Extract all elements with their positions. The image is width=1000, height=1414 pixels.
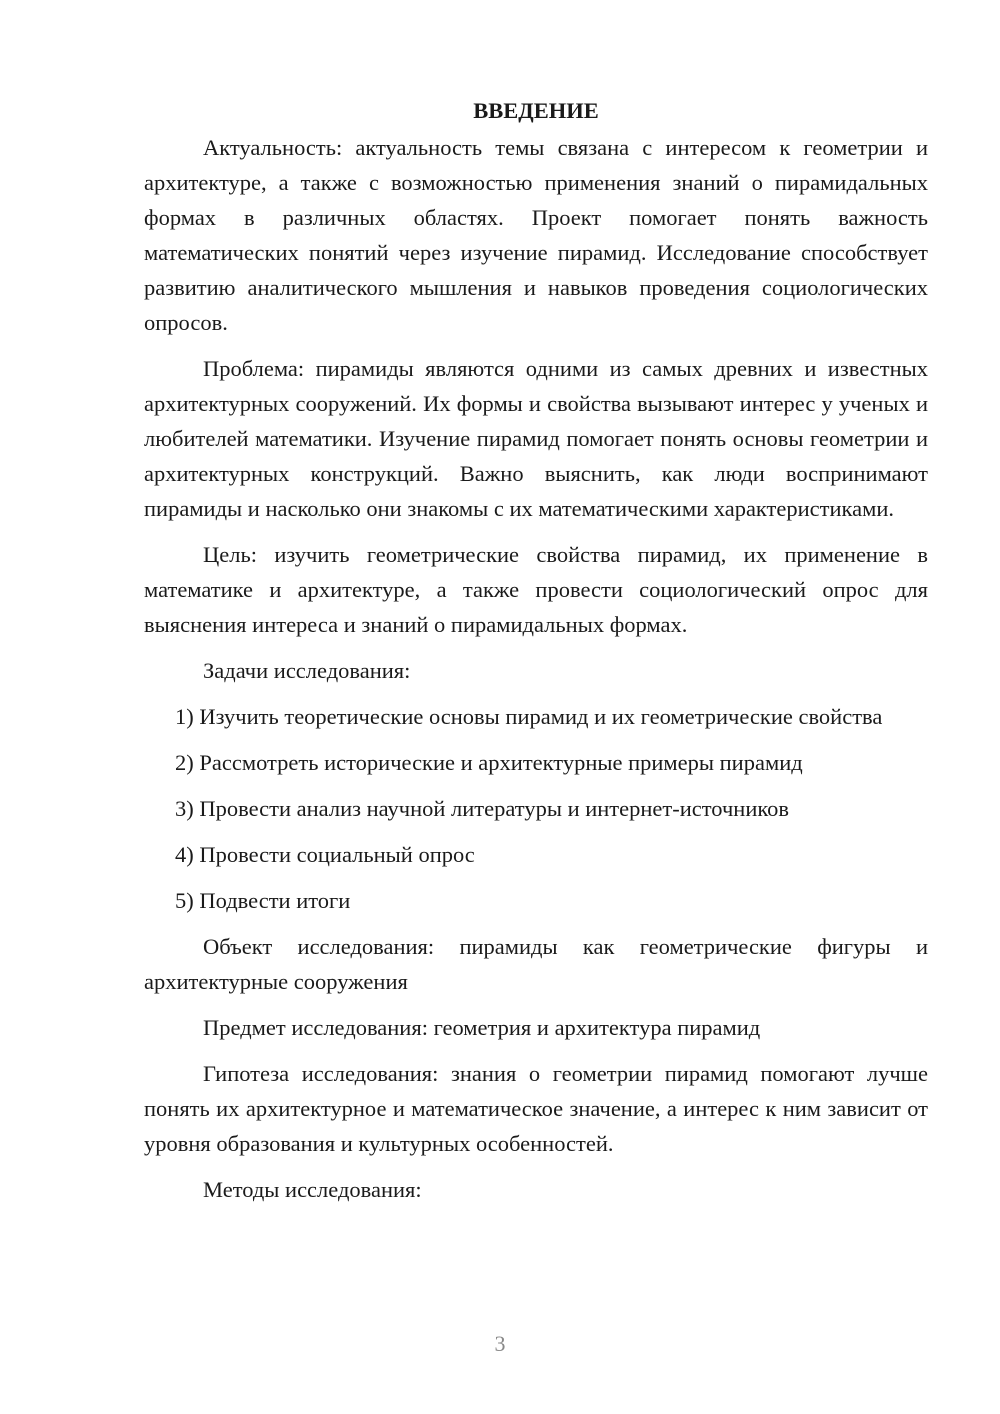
methods-heading: Методы исследования: xyxy=(203,1177,422,1202)
page-number: 3 xyxy=(494,1331,506,1356)
task-item-3: 3) Провести анализ научной литературы и интернет-источников xyxy=(175,796,790,821)
section-heading: ВВЕДЕНИЕ xyxy=(473,98,599,123)
task-item-5: 5) Подвести итоги xyxy=(175,888,351,913)
goal-paragraph: Цель: изучить геометрические свойства пирамид, их применение в математике и архитектуре, а также провести социологический опрос для выяснения интереса и знаний о пирамидальных формах. xyxy=(144,542,928,637)
relevance-paragraph: Актуальность: актуальность темы связана с интересом к геометрии и архитектуре, а также с возможностью применения знаний о пирамидальных формах в различных областях. Проект помогает понять важность математических понятий через изучение пирамид. Исследование способствует развитию аналитического мышления и навыков проведения социологических опросов. xyxy=(144,135,928,335)
problem-paragraph: Проблема: пирамиды являются одними из самых древних и известных архитектурных сооружений. Их формы и свойства вызывают интерес у ученых и любителей математики. Изучение пирамид помогает понять основы геометрии и архитектурных конструкций. Важно выяснить, как люди воспринимают пирамиды и насколько они знакомы с их математическими характеристиками. xyxy=(144,356,928,521)
hypothesis-paragraph: Гипотеза исследования: знания о геометрии пирамид помогают лучше понять их архитектурное и математическое значение, а интерес к ним зависит от уровня образования и культурных особенностей. xyxy=(144,1061,928,1156)
task-item-2: 2) Рассмотреть исторические и архитектурные примеры пирамид xyxy=(175,750,803,775)
object-paragraph: Объект исследования: пирамиды как геометрические фигуры и архитектурные сооружения xyxy=(144,934,928,994)
task-item-1: 1) Изучить теоретические основы пирамид и их геометрические свойства xyxy=(175,704,883,729)
task-item-4: 4) Провести социальный опрос xyxy=(175,842,475,867)
page-content xyxy=(144,93,928,1218)
tasks-heading: Задачи исследования: xyxy=(203,658,411,683)
subject-paragraph: Предмет исследования: геометрия и архитектура пирамид xyxy=(203,1015,761,1040)
